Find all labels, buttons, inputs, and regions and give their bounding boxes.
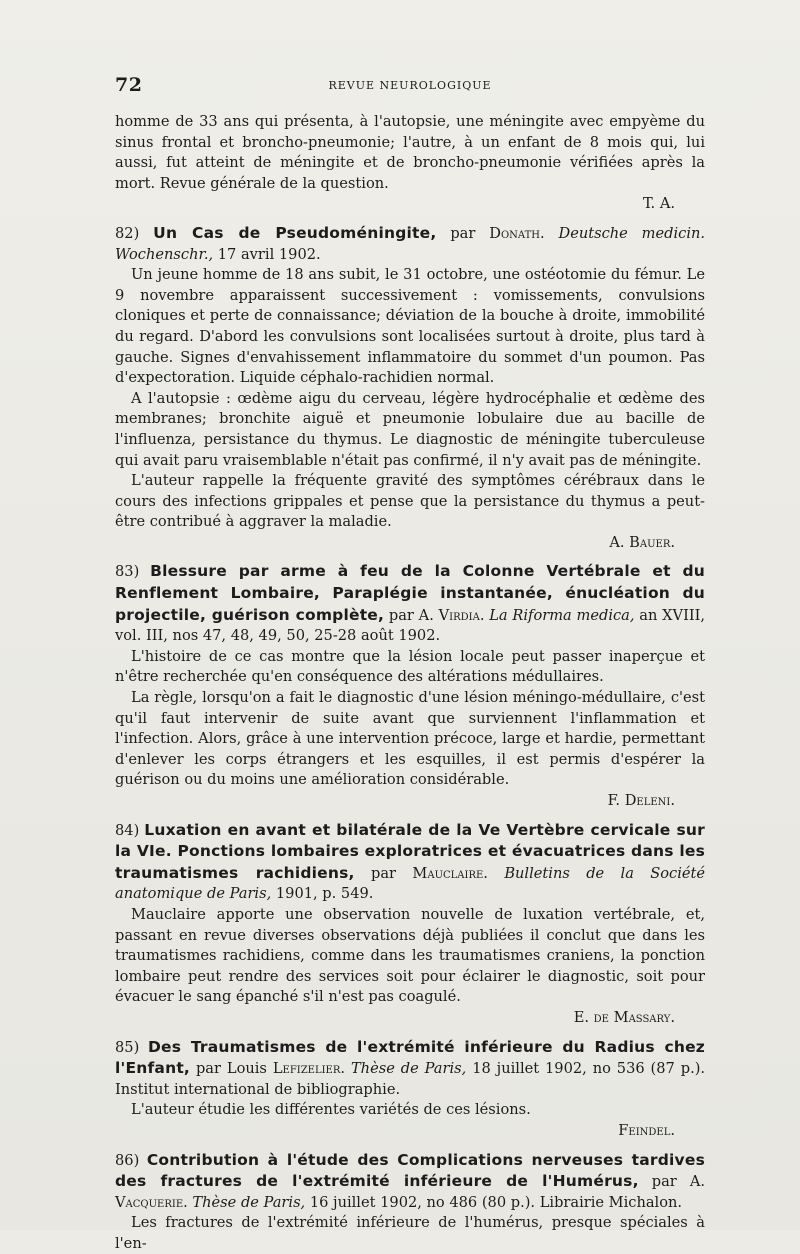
article-title: Un Cas de Pseudoméningite,: [153, 224, 436, 242]
article-number: 83): [115, 563, 139, 580]
article-number: 82): [115, 225, 139, 242]
article-paragraph: A l'autopsie : œdème aigu du cerveau, légère hydrocéphalie et œdème des membranes; bronchite aiguë et pneumonie lobulaire due au bacille de l'influenza, persistance du thymus. Le diagnostic de méningite tuberculeuse qui avait paru vraisemblable n'était pas confirmé, il n'y avait pas de méningite.: [115, 389, 705, 471]
article-signature: E. de Massary.: [574, 1008, 705, 1029]
article-title: Des Traumatismes de l'extrémité inférieure du Radius chez l'Enfant,: [115, 1038, 705, 1078]
article-number: 86): [115, 1152, 139, 1169]
article-paragraph: La règle, lorsqu'on a fait le diagnostic d'une lésion méningo-médullaire, c'est qu'il faut intervenir de suite avant que surviennent l'inflammation et l'infection. Alors, grâce à une intervention précoce, large et hardie, permettant d'enlever les corps étrangers et les esquilles, il est permis d'espérer la guérison ou du moins une amélioration considérable.: [115, 688, 705, 791]
page-header: [115, 74, 705, 96]
article-date: 1901, p. 549.: [276, 885, 374, 902]
article-by: par Louis: [196, 1060, 267, 1077]
page-number: 72: [115, 74, 142, 96]
article-date: 17 avril 1902.: [218, 246, 321, 263]
article-heading: [115, 561, 705, 646]
article-paragraph: L'auteur étudie les différentes variétés de ces lésions.: [115, 1100, 705, 1121]
article-signature-row: [115, 533, 705, 554]
article-number: 84): [115, 822, 139, 839]
article-date: 16 juillet 1902, no 486 (80 p.). Librairie Michalon.: [310, 1194, 682, 1211]
article-heading: [115, 1150, 705, 1214]
article-title: Contribution à l'étude des Complications nerveuses tardives des fractures de l'extrémité inférieure de l'Humérus,: [115, 1151, 705, 1191]
article-journal: Bulletins de la Société anatomique de Paris,: [115, 865, 705, 903]
article: [115, 820, 705, 1029]
article-paragraph: Mauclaire apporte une observation nouvelle de luxation vertébrale, et, passant en revue diverses observations déjà publiées il conclut que dans les traumatismes rachidiens, comme dans les traumatismes craniens, la ponction lombaire peut rendre des services soit pour éclairer le diagnostic, soit pour évacuer le sang épanché s'il n'est pas coagulé.: [115, 905, 705, 1008]
article-signature: A. Bauer.: [609, 533, 705, 554]
article-number: 85): [115, 1039, 139, 1056]
article-heading: [115, 820, 705, 905]
article: [115, 223, 705, 554]
article-author: Donath.: [489, 225, 544, 242]
article-journal: Deutsche medicin. Wochenschr.,: [115, 225, 705, 263]
article-author: Lefizelier.: [273, 1060, 345, 1077]
article-signature-row: [115, 1008, 705, 1029]
article-title: Blessure par arme à feu de la Colonne Vertébrale et du Renflement Lombaire, Paraplégie instantanée, énucléation du projectile, guérison complète,: [115, 562, 705, 623]
article: [115, 1150, 705, 1254]
intro-signature: T. A.: [643, 194, 705, 215]
article-paragraph: Les fractures de l'extrémité inférieure de l'humérus, presque spéciales à l'en-: [115, 1213, 705, 1254]
article-signature: F. Deleni.: [608, 791, 705, 812]
article: [115, 1037, 705, 1142]
article-author: Virdia.: [439, 607, 485, 624]
article-paragraph: L'histoire de ce cas montre que la lésion locale peut passer inaperçue et n'être recherchée qu'en conséquence des altérations médullaires.: [115, 647, 705, 688]
article-signature: Feindel.: [618, 1121, 705, 1142]
article-author: Vacquerie.: [115, 1194, 188, 1211]
article-paragraph: Un jeune homme de 18 ans subit, le 31 octobre, une ostéotomie du fémur. Le 9 novembre apparaissent successivement : vomissements, convulsions cloniques et perte de connaissance; déviation de la bouche à droite, immobilité du regard. D'abord les convulsions sont localisées surtout à droite, plus tard à gauche. Signes d'envahissement inflammatoire du sommet d'un poumon. Pas d'expectoration. Liquide céphalo-rachidien normal.: [115, 265, 705, 389]
article-by: par: [371, 865, 396, 882]
article-by: par A.: [389, 607, 434, 624]
article-by: par A.: [652, 1173, 705, 1190]
article-by: par: [450, 225, 475, 242]
article-date: an XVIII, vol. III, nos 47, 48, 49, 50, 25-28 août 1902.: [115, 607, 705, 645]
article-journal: La Riforma medica,: [489, 607, 634, 624]
page-content: [115, 112, 705, 1254]
article-date: 18 juillet 1902, no 536 (87 p.). Institut international de bibliographie.: [115, 1060, 705, 1098]
article-heading: [115, 223, 705, 265]
article-list: [115, 223, 705, 1254]
article-title: Luxation en avant et bilatérale de la Ve Vertèbre cervicale sur la VIe. Ponctions lombaires exploratrices et évacuatrices dans les traumatismes rachidiens,: [115, 821, 705, 882]
running-title: REVUE NEUROLOGIQUE: [115, 79, 705, 92]
article-journal: Thèse de Paris,: [351, 1060, 466, 1077]
intro-text: homme de 33 ans qui présenta, à l'autopsie, une méningite avec empyème du sinus frontal et broncho-pneumonie; l'autre, à un enfant de 8 mois qui, lui aussi, fut atteint de méningite et de broncho-pneumonie vérifiées après la mort. Revue générale de la question.: [115, 112, 705, 194]
article-signature-row: [115, 791, 705, 812]
article-heading: [115, 1037, 705, 1101]
article-paragraph: L'auteur rappelle la fréquente gravité des symptômes cérébraux dans le cours des infections grippales et pense que la persistance du thymus a peut-être contribué à aggraver la maladie.: [115, 471, 705, 533]
article: [115, 561, 705, 811]
intro-signature-row: [115, 194, 705, 215]
intro-block: [115, 112, 705, 215]
article-signature-row: [115, 1121, 705, 1142]
article-journal: Thèse de Paris,: [192, 1194, 305, 1211]
article-author: Mauclaire.: [412, 865, 488, 882]
